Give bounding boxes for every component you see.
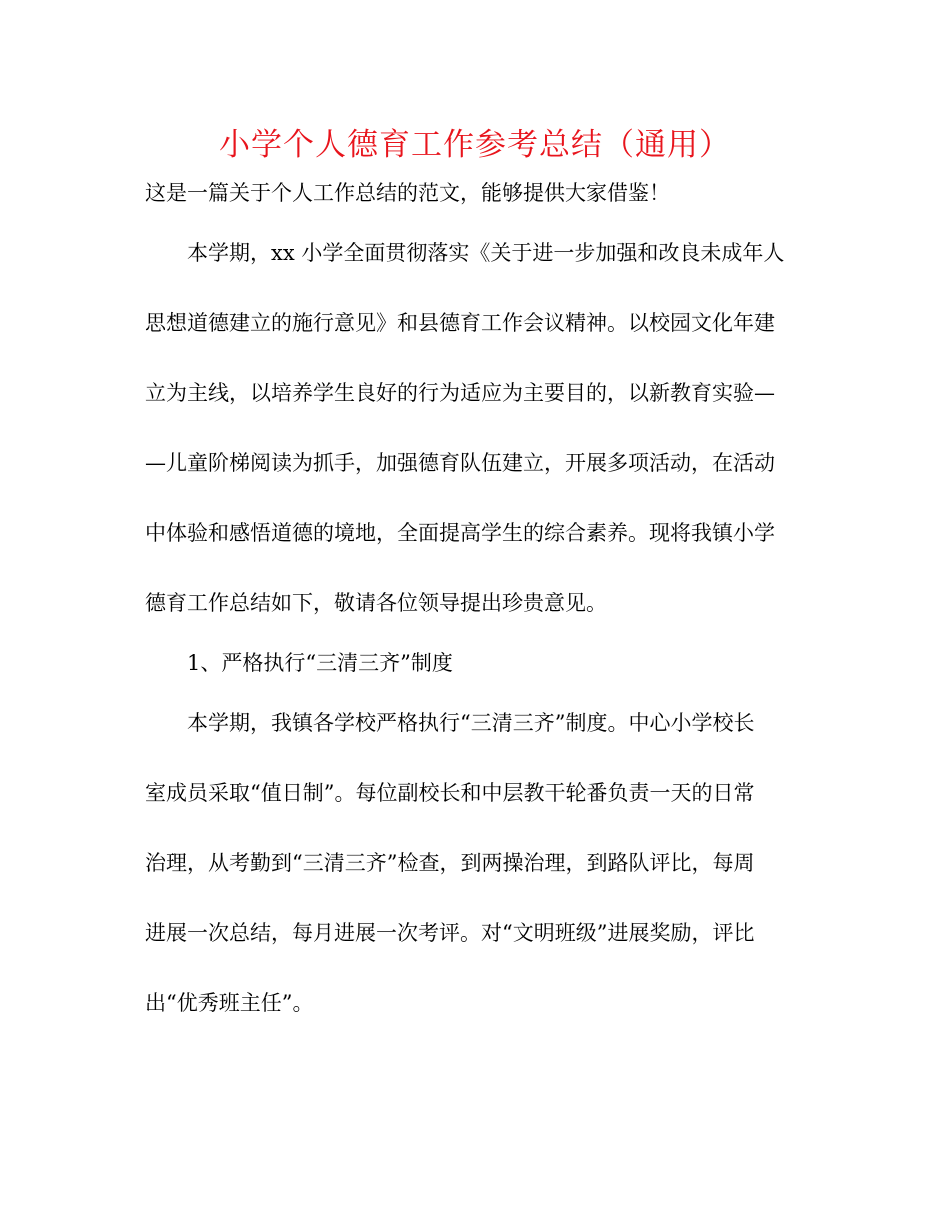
paragraph-line: 治理，从考勤到“三清三齐”检查，到两操治理，到路队评比，每周	[145, 851, 755, 875]
paragraph-line: 思想道德建立的施行意见》和县德育工作会议精神。以校园文化年建	[145, 311, 775, 335]
paragraph-line: 立为主线，以培养学生良好的行为适应为主要目的，以新教育实验—	[145, 381, 775, 405]
paragraph-line: 德育工作总结如下，敬请各位领导提出珍贵意见。	[145, 591, 607, 615]
paragraph-line: —儿童阶梯阅读为抓手，加强德育队伍建立，开展多项活动，在活动	[145, 451, 775, 475]
paragraph-2	[145, 706, 805, 1020]
intro-text: 这是一篇关于个人工作总结的范文，能够提供大家借鉴！	[145, 181, 670, 205]
section-heading: 1、严格执行“三清三齐”制度	[187, 651, 453, 675]
paragraph-line: 本学期，xx 小学全面贯彻落实《关于进一步加强和改良未成年人	[187, 241, 785, 265]
paragraph-line: 室成员采取“值日制”。每位副校长和中层教干轮番负责一天的日常	[145, 781, 755, 805]
paragraph-1	[145, 236, 805, 620]
paragraph-line: 进展一次总结，每月进展一次考评。对“文明班级”进展奖励，评比	[145, 921, 755, 945]
paragraph-line: 本学期，我镇各学校严格执行“三清三齐”制度。中心小学校长	[187, 711, 755, 735]
paragraph-line: 出“优秀班主任”。	[145, 991, 314, 1015]
document-body	[145, 236, 805, 1020]
paragraph-line: 中体验和感悟道德的境地，全面提高学生的综合素养。现将我镇小学	[145, 521, 775, 545]
document-title: 小学个人德育工作参考总结（通用）	[219, 127, 731, 163]
